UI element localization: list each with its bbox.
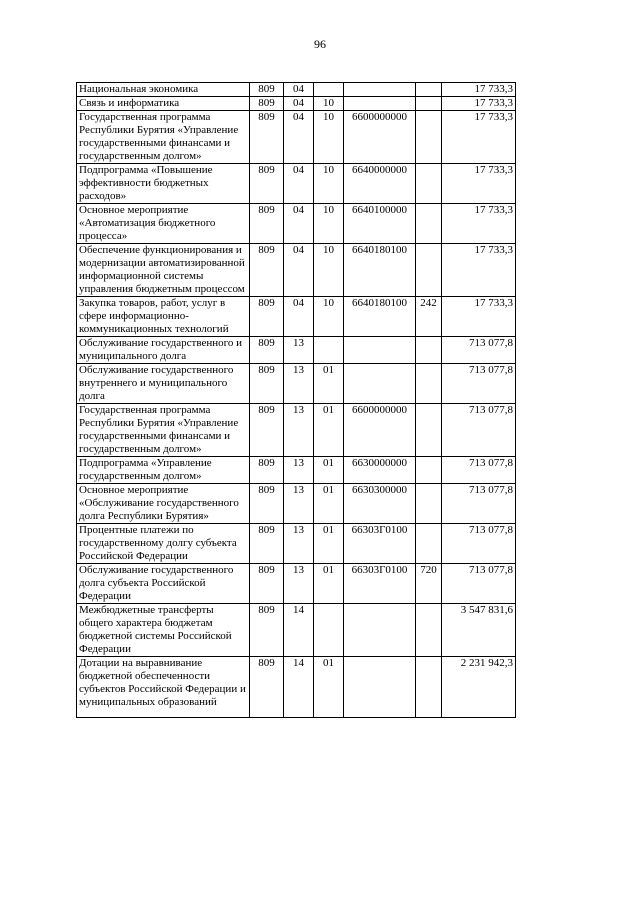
row-expense-type	[416, 657, 442, 718]
row-amount: 17 733,3	[442, 244, 516, 297]
row-section: 13	[284, 484, 314, 524]
row-subsection: 10	[314, 97, 344, 111]
row-name: Обслуживание государственного и муниципального долга	[77, 337, 250, 364]
row-target-article: 6640100000	[344, 204, 416, 244]
row-subsection: 01	[314, 564, 344, 604]
row-expense-type: 242	[416, 297, 442, 337]
row-expense-type	[416, 604, 442, 657]
table-row	[77, 297, 516, 337]
row-amount: 713 077,8	[442, 364, 516, 404]
row-target-article: 66303Г0100	[344, 564, 416, 604]
row-amount: 713 077,8	[442, 337, 516, 364]
row-target-article: 6630000000	[344, 457, 416, 484]
row-amount: 3 547 831,6	[442, 604, 516, 657]
row-expense-type	[416, 244, 442, 297]
row-ved: 809	[250, 204, 284, 244]
row-section: 13	[284, 337, 314, 364]
row-target-article	[344, 97, 416, 111]
row-target-article: 6640180100	[344, 297, 416, 337]
row-subsection	[314, 604, 344, 657]
page-number: 96	[314, 37, 326, 51]
row-amount: 713 077,8	[442, 457, 516, 484]
row-subsection: 01	[314, 457, 344, 484]
row-target-article	[344, 83, 416, 97]
row-ved: 809	[250, 97, 284, 111]
row-expense-type: 720	[416, 564, 442, 604]
table-row	[77, 164, 516, 204]
row-amount: 17 733,3	[442, 97, 516, 111]
row-name: Государственная программа Республики Бурятия «Управление государственными финансами и государственным долгом»	[77, 111, 250, 164]
row-name: Закупка товаров, работ, услуг в сфере информационно-коммуникационных технологий	[77, 297, 250, 337]
row-section: 13	[284, 457, 314, 484]
row-section: 04	[284, 244, 314, 297]
row-name: Государственная программа Республики Бурятия «Управление государственными финансами и государственным долгом»	[77, 404, 250, 457]
row-ved: 809	[250, 404, 284, 457]
row-expense-type	[416, 524, 442, 564]
row-section: 04	[284, 111, 314, 164]
row-section: 04	[284, 164, 314, 204]
table-row	[77, 364, 516, 404]
row-section: 04	[284, 97, 314, 111]
row-subsection: 10	[314, 204, 344, 244]
row-ved: 809	[250, 297, 284, 337]
row-amount: 713 077,8	[442, 564, 516, 604]
row-ved: 809	[250, 244, 284, 297]
row-subsection: 10	[314, 244, 344, 297]
row-expense-type	[416, 457, 442, 484]
row-amount: 2 231 942,3	[442, 657, 516, 718]
row-subsection: 01	[314, 657, 344, 718]
table-row	[77, 204, 516, 244]
row-amount: 17 733,3	[442, 204, 516, 244]
row-target-article	[344, 657, 416, 718]
row-subsection: 01	[314, 484, 344, 524]
row-ved: 809	[250, 111, 284, 164]
row-target-article: 6630300000	[344, 484, 416, 524]
row-name: Связь и информатика	[77, 97, 250, 111]
row-ved: 809	[250, 457, 284, 484]
row-subsection: 01	[314, 364, 344, 404]
row-target-article: 6640000000	[344, 164, 416, 204]
row-expense-type	[416, 83, 442, 97]
row-section: 13	[284, 524, 314, 564]
row-section: 04	[284, 83, 314, 97]
row-ved: 809	[250, 83, 284, 97]
table-row	[77, 657, 516, 718]
row-section: 14	[284, 657, 314, 718]
table-row	[77, 97, 516, 111]
row-ved: 809	[250, 604, 284, 657]
row-expense-type	[416, 404, 442, 457]
row-section: 13	[284, 404, 314, 457]
table-row	[77, 337, 516, 364]
row-target-article: 6600000000	[344, 404, 416, 457]
row-name: Обслуживание государственного внутреннего и муниципального долга	[77, 364, 250, 404]
row-name: Дотации на выравнивание бюджетной обеспеченности субъектов Российской Федерации и муниципальных образований	[77, 657, 250, 718]
table-row	[77, 604, 516, 657]
row-name: Подпрограмма «Управление государственным долгом»	[77, 457, 250, 484]
row-subsection	[314, 83, 344, 97]
row-amount: 17 733,3	[442, 164, 516, 204]
row-ved: 809	[250, 337, 284, 364]
row-target-article: 66303Г0100	[344, 524, 416, 564]
row-section: 13	[284, 364, 314, 404]
row-amount: 17 733,3	[442, 111, 516, 164]
table-row	[77, 484, 516, 524]
table-row	[77, 524, 516, 564]
table-row	[77, 457, 516, 484]
row-ved: 809	[250, 524, 284, 564]
row-target-article	[344, 364, 416, 404]
budget-table	[76, 82, 516, 718]
table-row	[77, 564, 516, 604]
row-section: 14	[284, 604, 314, 657]
row-target-article	[344, 604, 416, 657]
row-expense-type	[416, 111, 442, 164]
row-name: Процентные платежи по государственному долгу субъекта Российской Федерации	[77, 524, 250, 564]
row-ved: 809	[250, 484, 284, 524]
row-name: Обеспечение функционирования и модернизации автоматизированной информационной системы управления бюджетным процессом	[77, 244, 250, 297]
row-section: 04	[284, 297, 314, 337]
row-name: Основное мероприятие «Автоматизация бюджетного процесса»	[77, 204, 250, 244]
row-subsection: 10	[314, 111, 344, 164]
row-expense-type	[416, 204, 442, 244]
row-name: Национальная экономика	[77, 83, 250, 97]
row-ved: 809	[250, 364, 284, 404]
row-subsection: 01	[314, 404, 344, 457]
row-ved: 809	[250, 657, 284, 718]
table-row	[77, 111, 516, 164]
row-expense-type	[416, 337, 442, 364]
table-row	[77, 83, 516, 97]
row-expense-type	[416, 484, 442, 524]
table-row	[77, 244, 516, 297]
row-subsection	[314, 337, 344, 364]
row-amount: 713 077,8	[442, 524, 516, 564]
row-expense-type	[416, 364, 442, 404]
row-name: Подпрограмма «Повышение эффективности бюджетных расходов»	[77, 164, 250, 204]
row-target-article	[344, 337, 416, 364]
row-subsection: 10	[314, 164, 344, 204]
row-amount: 713 077,8	[442, 404, 516, 457]
row-amount: 713 077,8	[442, 484, 516, 524]
row-name: Основное мероприятие «Обслуживание государственного долга Республики Бурятия»	[77, 484, 250, 524]
row-section: 13	[284, 564, 314, 604]
row-target-article: 6640180100	[344, 244, 416, 297]
row-ved: 809	[250, 564, 284, 604]
row-amount: 17 733,3	[442, 83, 516, 97]
row-section: 04	[284, 204, 314, 244]
row-subsection: 01	[314, 524, 344, 564]
row-ved: 809	[250, 164, 284, 204]
row-amount: 17 733,3	[442, 297, 516, 337]
row-name: Обслуживание государственного долга субъекта Российской Федерации	[77, 564, 250, 604]
row-expense-type	[416, 164, 442, 204]
table-row	[77, 404, 516, 457]
row-target-article: 6600000000	[344, 111, 416, 164]
row-name: Межбюджетные трансферты общего характера бюджетам бюджетной системы Российской Федерации	[77, 604, 250, 657]
row-subsection: 10	[314, 297, 344, 337]
row-expense-type	[416, 97, 442, 111]
